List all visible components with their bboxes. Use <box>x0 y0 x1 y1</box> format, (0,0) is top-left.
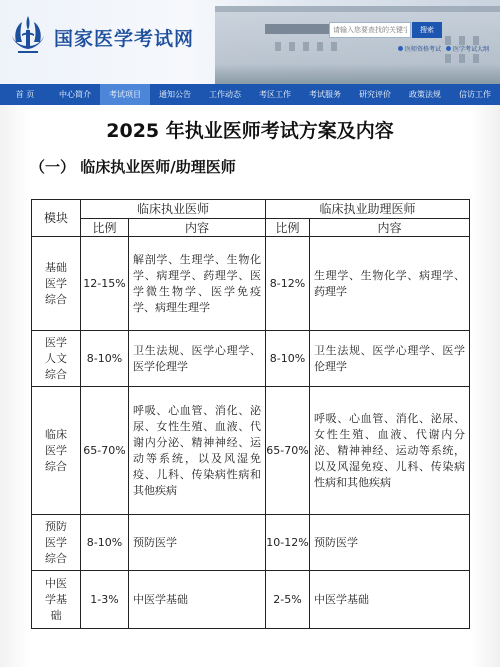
nav-item-work-news[interactable]: 工作动态 <box>209 90 241 99</box>
search-input[interactable] <box>329 22 411 38</box>
module-cell <box>32 515 81 571</box>
ratio-cell: 8-10% <box>81 515 129 571</box>
module-cell <box>32 331 81 387</box>
nav-item-home[interactable]: 首 页 <box>15 90 35 99</box>
section-title: （一） 临床执业医师/助理医师 <box>30 158 236 176</box>
building-sign <box>265 24 339 34</box>
building-window <box>317 42 323 51</box>
module-cell <box>32 237 81 331</box>
table-row <box>32 237 470 331</box>
module-name: 临床医学综合 <box>45 427 67 473</box>
ratio-cell: 8-10% <box>266 331 310 387</box>
header-content: 内容 <box>129 219 266 237</box>
content-cell: 预防医学 <box>129 515 266 571</box>
content-cell: 中医学基础 <box>310 571 470 629</box>
ratio-cell: 65-70% <box>81 387 129 515</box>
content-cell: 中医学基础 <box>129 571 266 629</box>
building-window <box>445 54 451 63</box>
building-window <box>289 42 295 51</box>
building-window <box>303 42 309 51</box>
search-button[interactable]: 搜索 <box>412 22 442 38</box>
main-nav <box>0 84 500 105</box>
building-window <box>275 42 281 51</box>
ratio-cell: 10-12% <box>266 515 310 571</box>
site-header <box>0 0 500 84</box>
nav-item-exam-zone[interactable]: 考区工作 <box>259 90 291 99</box>
header-content: 内容 <box>310 219 470 237</box>
ratio-cell: 2-5% <box>266 571 310 629</box>
nav-item-exam-service[interactable]: 考试服务 <box>309 90 341 99</box>
table-header-row <box>32 200 470 219</box>
table-row <box>32 515 470 571</box>
content-cell: 呼吸、心血管、消化、泌尿、女性生殖、血液、代谢内分泌、精神神经、运动等系统，以及风湿免疫、儿科、传染病性病和其他疾病 <box>310 387 470 515</box>
table-subheader-row <box>32 219 470 237</box>
site-title[interactable]: 国家医学考试网 <box>54 28 195 50</box>
module-name: 预防医学综合 <box>45 519 67 565</box>
nav-item-notices[interactable]: 通知公告 <box>159 90 191 99</box>
quick-link-label: 医学考试大纲 <box>453 46 490 53</box>
quick-link-exam-syllabus[interactable] <box>446 44 489 53</box>
content-cell: 预防医学 <box>310 515 470 571</box>
building-window <box>331 42 337 51</box>
header-ratio: 比例 <box>266 219 310 237</box>
nav-item-policy[interactable]: 政策法规 <box>409 90 441 99</box>
building-window <box>473 54 479 63</box>
ratio-cell: 65-70% <box>266 387 310 515</box>
module-name: 中医学基础 <box>45 576 67 622</box>
building-window <box>459 54 465 63</box>
nav-item-about[interactable]: 中心简介 <box>59 90 91 99</box>
nav-item-petition[interactable]: 信访工作 <box>459 90 491 99</box>
ratio-cell: 12-15% <box>81 237 129 331</box>
bullet-icon <box>446 46 451 51</box>
header-trees <box>215 64 500 84</box>
ratio-cell: 8-12% <box>266 237 310 331</box>
national-emblem-logo-icon[interactable] <box>8 12 48 56</box>
module-name: 基础医学综合 <box>45 260 67 306</box>
module-cell <box>32 571 81 629</box>
content-cell: 卫生法规、医学心理学、医学伦理学 <box>129 331 266 387</box>
header-group-physician: 临床执业医师 <box>81 200 266 219</box>
content-cell: 呼吸、心血管、消化、泌尿、女性生殖、血液、代谢内分泌、精神神经、运动等系统，以及风湿免疫、儿科、传染病性病和其他疾病 <box>129 387 266 515</box>
document-title: 2025 年执业医师考试方案及内容 <box>106 120 394 142</box>
header-group-assistant: 临床执业助理医师 <box>266 200 470 219</box>
building-roof <box>215 6 500 12</box>
exam-content-table <box>31 199 470 629</box>
nav-item-exam-projects[interactable]: 考试项目 <box>100 84 150 105</box>
nav-item-research[interactable]: 研究评价 <box>359 90 391 99</box>
module-name: 医学人文综合 <box>45 335 67 381</box>
content-cell: 卫生法规、医学心理学、医学伦理学 <box>310 331 470 387</box>
ratio-cell: 8-10% <box>81 331 129 387</box>
content-cell: 解剖学、生理学、生物化学、病理学、药理学、医学微生物学、医学免疫学、病理生理学 <box>129 237 266 331</box>
quick-link-label: 医师资格考试 <box>405 46 442 53</box>
table-row <box>32 571 470 629</box>
table-row <box>32 331 470 387</box>
header-ratio: 比例 <box>81 219 129 237</box>
module-cell <box>32 387 81 515</box>
content-cell: 生理学、生物化学、病理学、药理学 <box>310 237 470 331</box>
bullet-icon <box>398 46 403 51</box>
header-module: 模块 <box>32 200 81 237</box>
table-row <box>32 387 470 515</box>
quick-link-physician-exam[interactable] <box>398 44 441 53</box>
ratio-cell: 1-3% <box>81 571 129 629</box>
